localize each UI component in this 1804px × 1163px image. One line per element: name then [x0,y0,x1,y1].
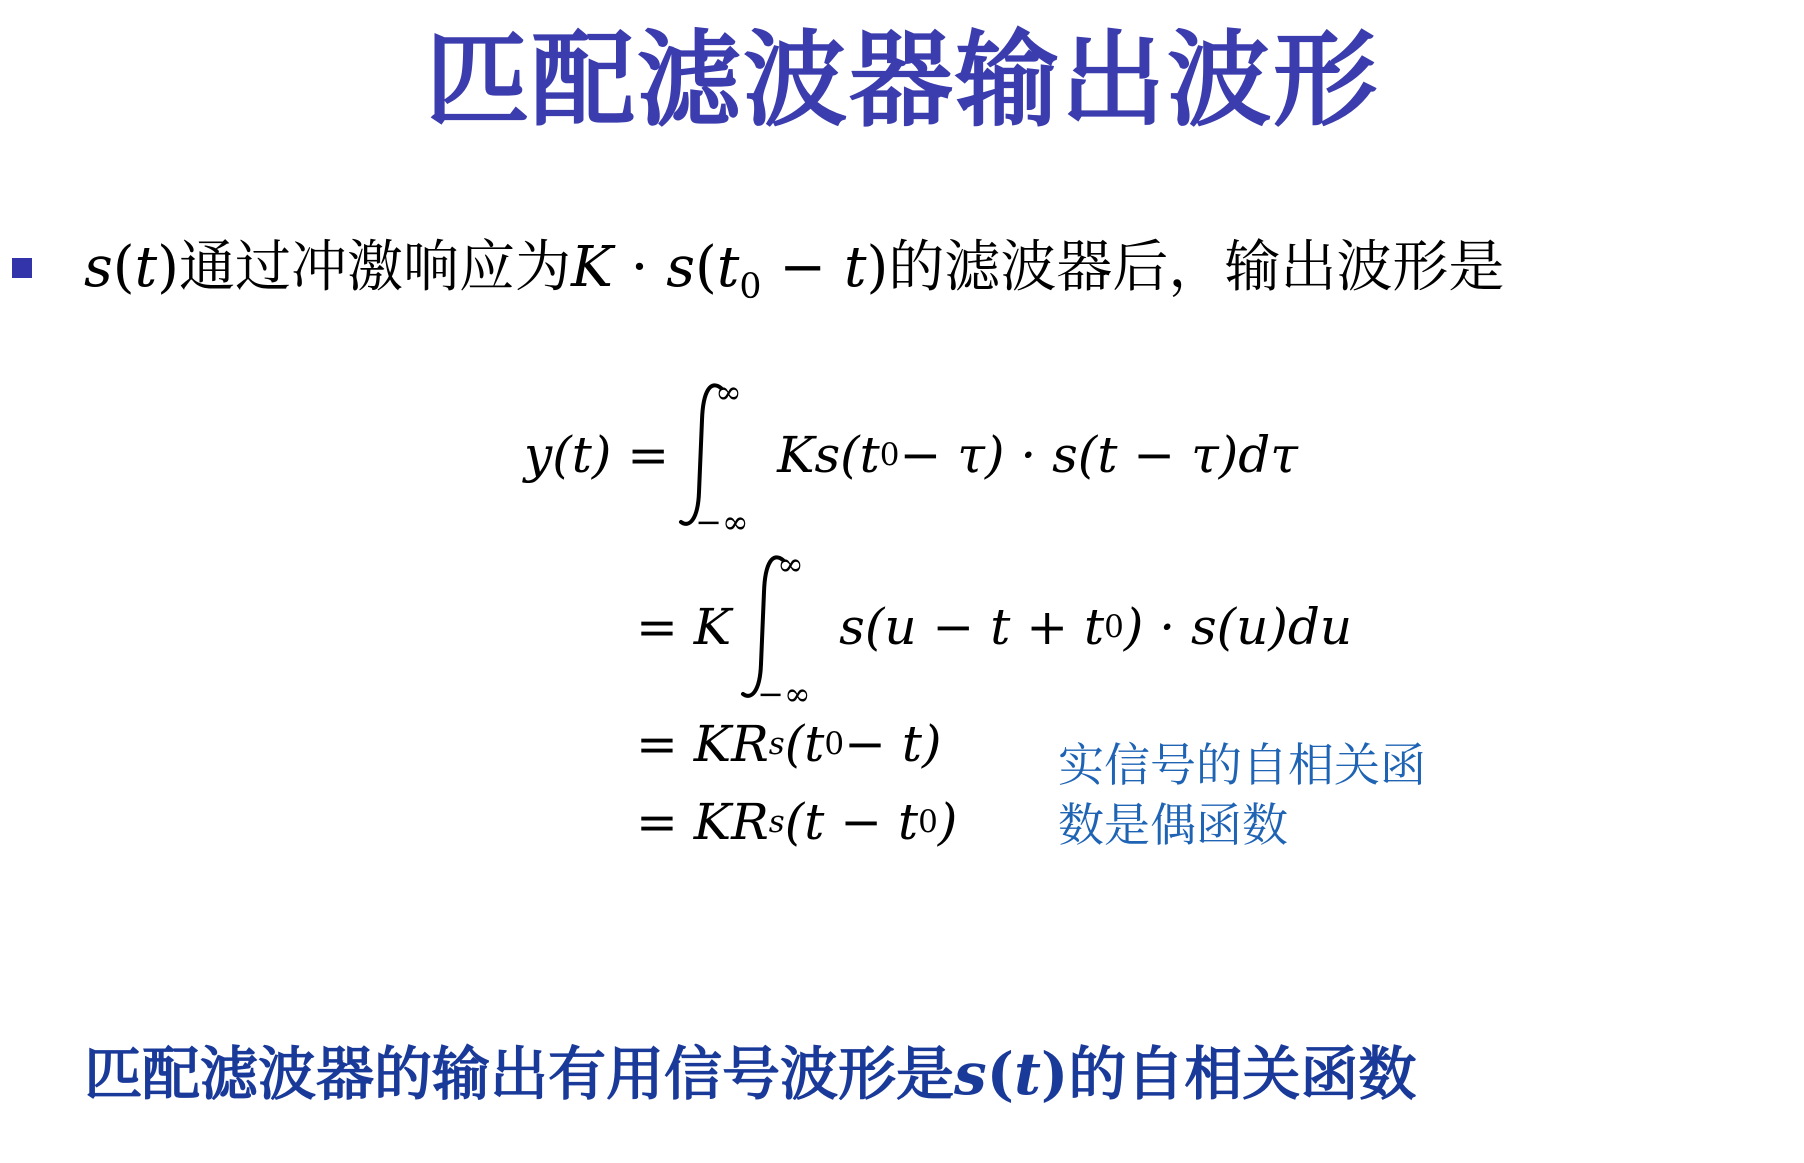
bullet-paren-close-2: ) [866,235,889,300]
eq4-b: (t − t [784,793,919,851]
eq2-integrand-b: ) · s(u)du [1123,598,1353,656]
equation-4: = KR s (t − t 0 ) [636,793,958,851]
conclusion-text [84,1040,1416,1110]
eq2-lhs: = K [636,598,732,656]
note-line-2: 数是偶函数 [1058,798,1288,852]
equation-3: = KR s (t 0 − t) [636,715,942,773]
note-line-1: 实信号的自相关函 [1058,738,1426,792]
conclusion-text-2: 的自相关函数 [1068,1040,1417,1108]
eq2-upper-limit: ∞ [777,545,804,583]
bullet-paren-open-2: ( [694,235,717,300]
conclusion-text-1: 匹配滤波器的输出有用信号波形是 [84,1040,955,1108]
eq3-a: = KR [636,715,769,773]
eq4-a: = KR [636,793,769,851]
eq1-lower-limit: −∞ [695,503,749,541]
equation-1: y(t) = ∞ −∞ Ks(t 0 − τ) · s(t − τ)dτ [524,373,1298,541]
conclusion-s: s [954,1040,987,1108]
bullet-s: s [84,235,113,300]
eq1-integral [675,373,771,541]
square-bullet-icon [12,258,32,278]
bullet-line [12,222,1504,314]
slide-title: 匹配滤波器输出波形 [424,19,1379,141]
eq2-integrand-a: s(u − t + t [839,598,1105,656]
bullet-paren-open: ( [112,235,135,300]
bullet-s-2: s [666,235,695,300]
eq1-integrand-b: − τ) · s(t − τ)dτ [899,426,1298,484]
eq1-upper-limit: ∞ [715,373,742,411]
conclusion-t: t [1014,1040,1041,1108]
bullet-text [84,235,1505,308]
bullet-text-1: 通过冲激响应为 [178,235,571,300]
conclusion-paren-close: ) [1040,1040,1069,1108]
bullet-cdot: · [612,235,667,300]
bullet-t: t [134,235,158,300]
bullet-minus: − [761,235,844,300]
eq3-c: − t) [844,715,942,773]
eq4-c: ) [937,793,958,851]
bullet-t0: t [716,235,740,300]
bullet-text-2: 的滤波器后，输出波形是 [888,235,1505,300]
bullet-sub-0: 0 [739,267,762,308]
bullet-paren-close: ) [157,235,179,300]
eq2-integral [737,545,833,713]
even-function-note [1058,735,1498,855]
equation-2: = K ∞ −∞ s(u − t + t 0 ) · s(u)du [636,545,1353,713]
eq1-integrand-a: Ks(t [777,426,880,484]
eq3-b: (t [784,715,825,773]
eq2-lower-limit: −∞ [757,675,811,713]
conclusion-paren-open: ( [986,1040,1015,1108]
eq1-lhs: y(t) = [524,426,670,484]
bullet-K: K [570,235,613,300]
bullet-t-2: t [843,235,867,300]
